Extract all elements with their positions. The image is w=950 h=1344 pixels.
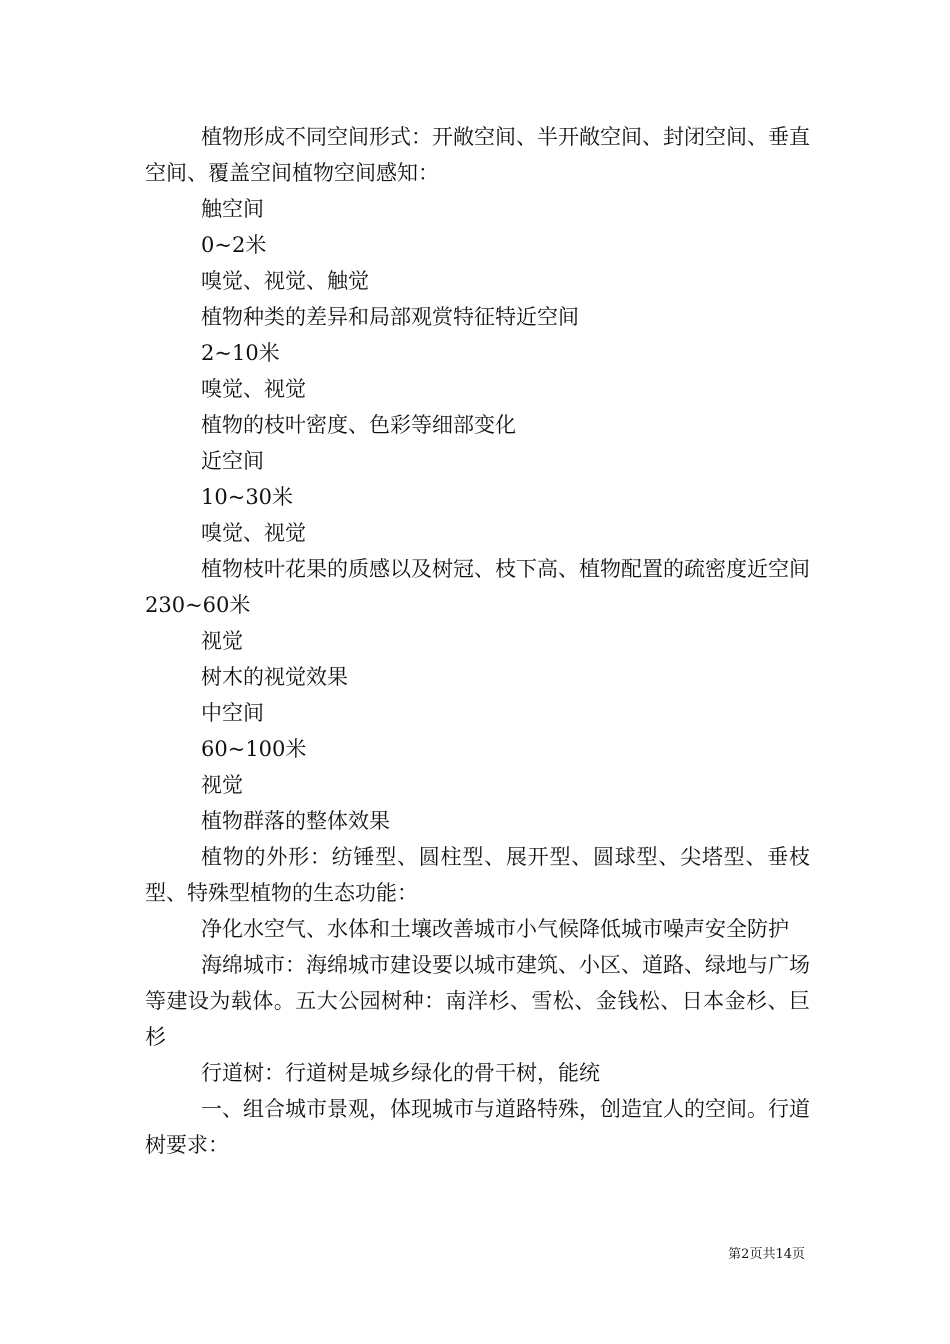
paragraph: 植物的枝叶密度、色彩等细部变化	[201, 413, 516, 437]
paragraph: 0~2米	[201, 233, 267, 257]
paragraph: 一、组合城市景观，体现城市与道路特殊，创造宜人的空间。行道树要求：	[145, 1097, 810, 1157]
page-number: 第2页共14页	[728, 1247, 805, 1262]
paragraph: 植物种类的差异和局部观赏特征特近空间	[201, 305, 579, 329]
paragraph: 10~30米	[201, 485, 294, 509]
paragraph: 植物枝叶花果的质感以及树冠、枝下高、植物配置的疏密度近空间230~60米	[145, 557, 810, 617]
paragraph: 嗅觉、视觉	[201, 521, 306, 545]
paragraph: 嗅觉、视觉、触觉	[201, 269, 369, 293]
paragraph: 净化水空气、水体和土壤改善城市小气候降低城市噪声安全防护	[201, 917, 789, 941]
paragraph: 行道树：行道树是城乡绿化的骨干树，能统	[201, 1061, 600, 1085]
paragraph: 树木的视觉效果	[201, 665, 348, 689]
paragraph: 视觉	[201, 773, 243, 797]
document-body	[145, 119, 810, 1163]
paragraph: 植物的外形：纺锤型、圆柱型、展开型、圆球型、尖塔型、垂枝型、特殊型植物的生态功能：	[145, 845, 810, 905]
paragraph: 海绵城市：海绵城市建设要以城市建筑、小区、道路、绿地与广场等建设为载体。五大公园树种：南洋杉、雪松、金钱松、日本金杉、巨杉	[145, 953, 810, 1049]
paragraph: 近空间	[201, 449, 264, 473]
paragraph: 嗅觉、视觉	[201, 377, 306, 401]
paragraph: 触空间	[201, 197, 264, 221]
paragraph: 视觉	[201, 629, 243, 653]
paragraph: 60~100米	[201, 737, 307, 761]
paragraph: 中空间	[201, 701, 264, 725]
paragraph: 植物形成不同空间形式：开敞空间、半开敞空间、封闭空间、垂直空间、覆盖空间植物空间感知：	[145, 125, 810, 185]
paragraph: 植物群落的整体效果	[201, 809, 390, 833]
paragraph: 2~10米	[201, 341, 280, 365]
